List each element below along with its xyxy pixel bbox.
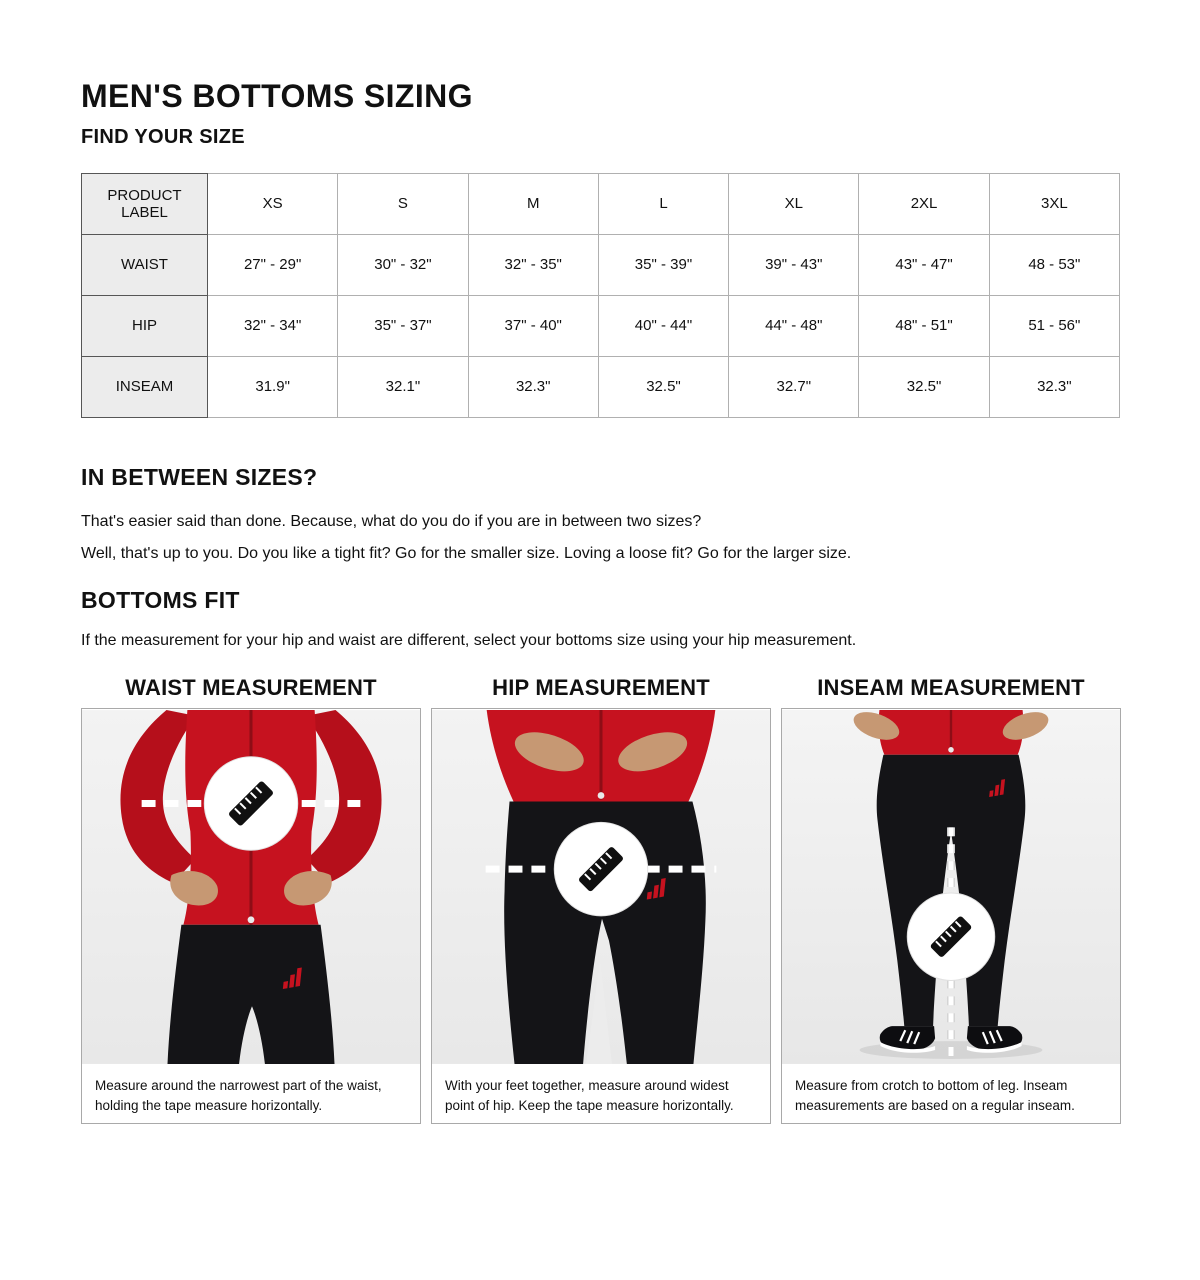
size-cell: 40" - 44" — [598, 295, 728, 356]
hip-measurement-section — [431, 674, 771, 1124]
column-header-s: S — [338, 173, 468, 234]
size-cell: 44" - 48" — [729, 295, 859, 356]
size-cell: 32.1" — [338, 356, 468, 417]
page-title: MEN'S BOTTOMS SIZING — [81, 78, 473, 114]
waist-measurement-illustration — [82, 709, 420, 1065]
table-header-row — [82, 173, 1120, 234]
hip-measurement-illustration — [432, 709, 770, 1065]
waist-measurement-caption: Measure around the narrowest part of the waist, holding the tape measure horizontally. — [82, 1065, 420, 1123]
size-cell: 32.5" — [598, 356, 728, 417]
inseam-measurement-heading: INSEAM MEASUREMENT — [817, 674, 1085, 700]
hip-measurement-panel — [431, 708, 771, 1124]
jacket-zipper — [600, 710, 603, 799]
column-header-m: M — [468, 173, 598, 234]
size-chart-table — [81, 173, 1120, 418]
size-guide-page — [0, 80, 1200, 1124]
in-between-text-line1: That's easier said than done. Because, what do you do if you are in between two sizes? — [81, 512, 702, 530]
size-cell: 32.5" — [859, 356, 989, 417]
zipper-pull — [248, 916, 255, 923]
corner-header-product-label: PRODUCT LABEL — [82, 173, 208, 234]
column-header-3xl: 3XL — [989, 173, 1119, 234]
row-label-inseam: INSEAM — [82, 356, 208, 417]
table-row-waist — [82, 234, 1120, 295]
size-cell: 32.3" — [989, 356, 1119, 417]
size-cell: 43" - 47" — [859, 234, 989, 295]
size-cell: 48" - 51" — [859, 295, 989, 356]
size-cell: 30" - 32" — [338, 234, 468, 295]
inseam-measurement-caption: Measure from crotch to bottom of leg. Inseam measurements are based on a regular inseam. — [782, 1065, 1120, 1123]
zipper-pull — [948, 747, 954, 753]
size-cell: 32" - 34" — [208, 295, 338, 356]
size-cell: 32.7" — [729, 356, 859, 417]
hip-measurement-heading: HIP MEASUREMENT — [492, 674, 710, 700]
in-between-sizes-heading: IN BETWEEN SIZES? — [81, 463, 318, 490]
size-cell: 51 - 56" — [989, 295, 1119, 356]
column-header-xs: XS — [208, 173, 338, 234]
size-cell: 35" - 39" — [598, 234, 728, 295]
column-header-xl: XL — [729, 173, 859, 234]
column-header-2xl: 2XL — [859, 173, 989, 234]
zipper-pull — [598, 792, 605, 799]
bottoms-fit-heading: BOTTOMS FIT — [81, 586, 240, 613]
inseam-measurement-illustration — [782, 709, 1120, 1065]
measurement-guides-row — [81, 674, 1121, 1124]
size-cell: 32.3" — [468, 356, 598, 417]
size-cell: 31.9" — [208, 356, 338, 417]
waist-measurement-section — [81, 674, 421, 1124]
row-label-waist: WAIST — [82, 234, 208, 295]
page-subtitle: FIND YOUR SIZE — [81, 125, 245, 148]
row-label-hip: HIP — [82, 295, 208, 356]
jacket-zipper — [950, 710, 952, 753]
waist-measurement-panel — [81, 708, 421, 1124]
table-row-hip — [82, 295, 1120, 356]
in-between-text-line2: Well, that's up to you. Do you like a tight fit? Go for the smaller size. Loving a loose fit? Go for the larger size. — [81, 544, 852, 562]
inseam-measurement-panel — [781, 708, 1121, 1124]
size-cell: 27" - 29" — [208, 234, 338, 295]
table-row-inseam — [82, 356, 1120, 417]
size-cell: 39" - 43" — [729, 234, 859, 295]
size-cell: 35" - 37" — [338, 295, 468, 356]
size-cell: 37" - 40" — [468, 295, 598, 356]
waist-measurement-heading: WAIST MEASUREMENT — [125, 674, 377, 700]
size-cell: 48 - 53" — [989, 234, 1119, 295]
hip-measurement-caption: With your feet together, measure around widest point of hip. Keep the tape measure horizontally. — [432, 1065, 770, 1123]
inseam-measurement-section — [781, 674, 1121, 1124]
column-header-l: L — [598, 173, 728, 234]
size-cell: 32" - 35" — [468, 234, 598, 295]
bottoms-fit-text: If the measurement for your hip and waist are different, select your bottoms size using your hip measurement. — [81, 631, 857, 649]
